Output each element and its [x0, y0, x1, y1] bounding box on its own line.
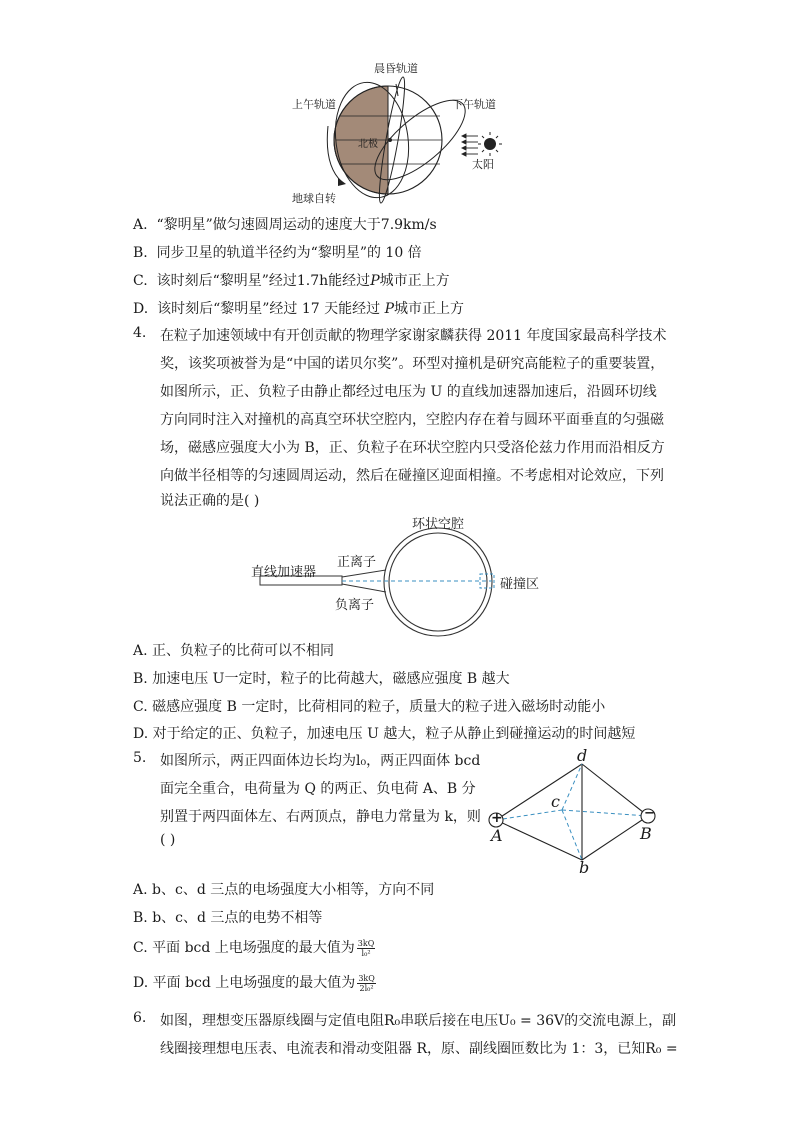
- vertex-d-label: d: [577, 746, 588, 765]
- minus-charge-sign: −: [644, 806, 655, 821]
- q4-number: 4.: [133, 325, 147, 341]
- q3-option-b: B. 同步卫星的轨道半径约为“黎明星”的 10 倍: [133, 245, 422, 261]
- vertex-b-label: b: [579, 858, 590, 877]
- earth-orbit-figure: [280, 56, 520, 206]
- q5-stem-line: ( ): [160, 832, 176, 848]
- q5-option-c: C. 平面 bcd 上电场强度的最大值为 $\frac{3kQ}{\text{l₀²}}$: [133, 938, 375, 958]
- label-morning-orbit: 上午轨道: [292, 98, 336, 111]
- label-afternoon-orbit: 下午轨道: [452, 98, 496, 111]
- q4-stem-line: 奖，该奖项被誉为是“中国的诺贝尔奖”。环型对撞机是研究高能粒子的重要装置，: [160, 356, 665, 372]
- q6-number: 6.: [133, 1010, 147, 1026]
- q3-option-a: A. “黎明星”做匀速圆周运动的速度大于7.9km/s: [133, 217, 437, 233]
- q4-stem-line: 方向同时注入对撞机的高真空环状空腔内，空腔内存在着与圆环平面垂直的匀强磁: [160, 412, 664, 428]
- q4-stem-line: 向做半径相等的匀速圆周运动，然后在碰撞区迎面相撞。不考虑相对论效应，下列: [160, 468, 664, 484]
- q5-option-d: D. 平面 bcd 上电场强度的最大值为 $\frac{3kQ}{\text{2l₀²}}$: [133, 973, 375, 993]
- q4-option-d: D. 对于给定的正、负粒子，加速电压 U 越大，粒子从静止到碰撞运动的时间越短: [133, 726, 636, 742]
- q4-stem-line: 在粒子加速领域中有开创贡献的物理学家谢家麟获得 2011 年度国家最高科学技术: [160, 328, 667, 344]
- label-ring-cavity: 环状空腔: [412, 517, 465, 532]
- vertex-b-upper-label: B: [640, 824, 652, 843]
- label-terminator-orbit: 晨昏轨道: [374, 62, 418, 75]
- q6-stem-line: 线圈接理想电压表、电流表和滑动变阻器 R，原、副线圈匝数比为 1：3，已知R₀ =: [160, 1041, 678, 1057]
- q4-stem-line: 场，磁感应强度大小为 B，正、负粒子在环状空腔内只受洛伦兹力作用而沿相反方: [160, 440, 665, 456]
- q4-option-b: B. 加速电压 U一定时，粒子的比荷越大，磁感应强度 B 越大: [133, 671, 510, 687]
- tetrahedron-figure: [484, 750, 664, 882]
- q3-option-c: C. 该时刻后“黎明星”经过1.7h能经过P城市正上方: [133, 273, 450, 289]
- q5-stem-line: 别置于两四面体左、右两顶点，静电力常量为 k，则: [160, 809, 481, 825]
- label-collision-zone: 碰撞区: [500, 577, 540, 592]
- q4-stem-line: 如图所示，正、负粒子由静止都经过电压为 U 的直线加速器加速后，沿圆环切线: [160, 384, 657, 400]
- fraction: $\frac{3kQ}{\text{l₀²}}$: [357, 938, 375, 958]
- q5-number: 5.: [133, 750, 147, 766]
- q5-stem-line: 如图所示，两正四面体边长均为l₀，两正四面体 bcd: [160, 753, 481, 769]
- q4-option-a: A. 正、负粒子的比荷可以不相同: [133, 643, 335, 659]
- q4-option-c: C. 磁感应强度 B 一定时，比荷相同的粒子，质量大的粒子进入磁场时动能小: [133, 699, 606, 715]
- q5-option-b: B. b、c、d 三点的电势不相等: [133, 910, 323, 926]
- fraction: $\frac{3kQ}{\text{2l₀²}}$: [358, 973, 375, 993]
- vertex-c-label: c: [551, 792, 560, 811]
- label-positive-ion: 正离子: [337, 555, 377, 570]
- vertex-a-label: A: [491, 826, 503, 845]
- q6-stem-line: 如图，理想变压器原线圈与定值电阻R₀串联后接在电压U₀ = 36V的交流电源上，副: [160, 1013, 677, 1029]
- q4-stem-line: 说法正确的是( ): [160, 493, 260, 509]
- label-earth-rotation: 地球自转: [292, 192, 336, 205]
- q5-option-a: A. b、c、d 三点的电场强度大小相等，方向不同: [133, 882, 435, 898]
- label-linear-accelerator: 直线加速器: [251, 565, 317, 580]
- q3-option-d: D. 该时刻后“黎明星”经过 17 天能经过 P城市正上方: [133, 301, 464, 317]
- label-negative-ion: 负离子: [335, 598, 375, 613]
- plus-charge-sign: +: [491, 810, 503, 826]
- label-north-pole: 北极: [358, 139, 378, 150]
- label-sun: 太阳: [472, 158, 494, 171]
- q5-stem-line: 面完全重合，电荷量为 Q 的两正、负电荷 A、B 分: [160, 781, 476, 797]
